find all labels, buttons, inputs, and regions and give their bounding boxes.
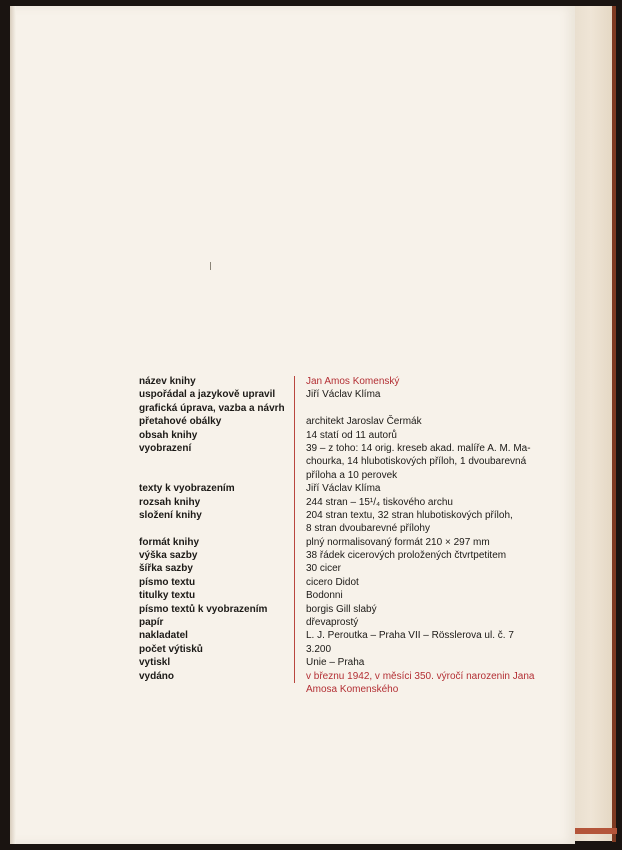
- value-composition-line-1: 204 stran textu, 32 stran hlubotiskových příloh,: [306, 509, 513, 521]
- label-composition: složení knihy: [139, 509, 202, 521]
- label-captions: texty k vyobrazením: [139, 483, 235, 495]
- label-printer: vytiskl: [139, 657, 171, 669]
- value-book-title: Jan Amos Komenský: [306, 376, 400, 387]
- value-captions-type: borgis Gill slabý: [306, 603, 377, 615]
- binding-edge: [10, 6, 16, 844]
- value-body-type: cicero Didot: [306, 576, 359, 588]
- cover-bottom-edge: [575, 828, 617, 834]
- label-publisher: nakladatel: [139, 630, 188, 642]
- label-contents: obsah knihy: [139, 429, 198, 441]
- value-illustrations-line-1: 39 – z toho: 14 orig. kreseb akad. malíře A. M. Ma-: [306, 442, 531, 454]
- value-spacer: [306, 402, 542, 415]
- colophon-values: [306, 375, 542, 696]
- label-paper: papír: [139, 617, 164, 629]
- label-editor: uspořádal a jazykově upravil: [139, 389, 276, 401]
- label-graphic-design: grafická úprava, vazba a návrh: [139, 402, 285, 414]
- value-graphic-design: architekt Jaroslav Čermák: [306, 416, 422, 428]
- page-stack-edge: [575, 6, 615, 841]
- value-published-line-2: Amosa Komenského: [306, 683, 399, 695]
- pencil-mark: [210, 262, 211, 270]
- value-headings-type: Bodonni: [306, 590, 343, 602]
- value-print-run: 3.200: [306, 643, 332, 655]
- label-type-height: výška sazby: [139, 550, 198, 562]
- label-extent: rozsah knihy: [139, 496, 201, 508]
- value-printer: Unie – Praha: [306, 657, 365, 669]
- value-illustrations-line-3: příloha a 10 perovek: [306, 469, 398, 481]
- label-spacer: [139, 455, 289, 468]
- label-type-width: šířka sazby: [139, 563, 193, 575]
- value-contents: 14 statí od 11 autorů: [306, 429, 397, 441]
- value-illustrations-line-2: chourka, 14 hlubotiskových příloh, 1 dvoubarevná: [306, 456, 527, 468]
- label-print-run: počet výtisků: [139, 643, 203, 655]
- colophon-labels: [139, 375, 289, 683]
- label-published: vydáno: [139, 670, 175, 682]
- value-paper: dřevaprostý: [306, 617, 359, 629]
- value-editor: Jiří Václav Klíma: [306, 389, 381, 401]
- label-dust-jacket: přetahové obálky: [139, 416, 222, 428]
- label-headings-type: titulky textu: [139, 590, 196, 602]
- label-spacer: [139, 469, 289, 482]
- value-composition-line-2: 8 stran dvoubarevné přílohy: [306, 523, 430, 535]
- label-body-type: písmo textu: [139, 576, 196, 588]
- label-illustrations: vyobrazení: [139, 442, 192, 454]
- value-captions: Jiří Václav Klíma: [306, 483, 381, 495]
- value-publisher: L. J. Peroutka – Praha VII – Rösslerova ul. č. 7: [306, 630, 514, 642]
- red-divider-rule: [294, 376, 295, 683]
- value-format: plný normalisovaný formát 210 × 297 mm: [306, 536, 490, 548]
- cover-edge: [612, 6, 616, 842]
- label-spacer: [139, 522, 289, 535]
- value-type-height: 38 řádek cicerových proložených čtvrtpetitem: [306, 550, 507, 562]
- value-published-line-1: v březnu 1942, v měsíci 350. výročí narozenin Jana: [306, 670, 535, 682]
- value-extent: 244 stran – 15¹/₄ tiskového archu: [306, 496, 453, 508]
- label-format: formát knihy: [139, 536, 200, 548]
- value-type-width: 30 cicer: [306, 563, 342, 575]
- label-book-title: název knihy: [139, 376, 196, 387]
- label-captions-type: písmo textů k vyobrazením: [139, 603, 268, 615]
